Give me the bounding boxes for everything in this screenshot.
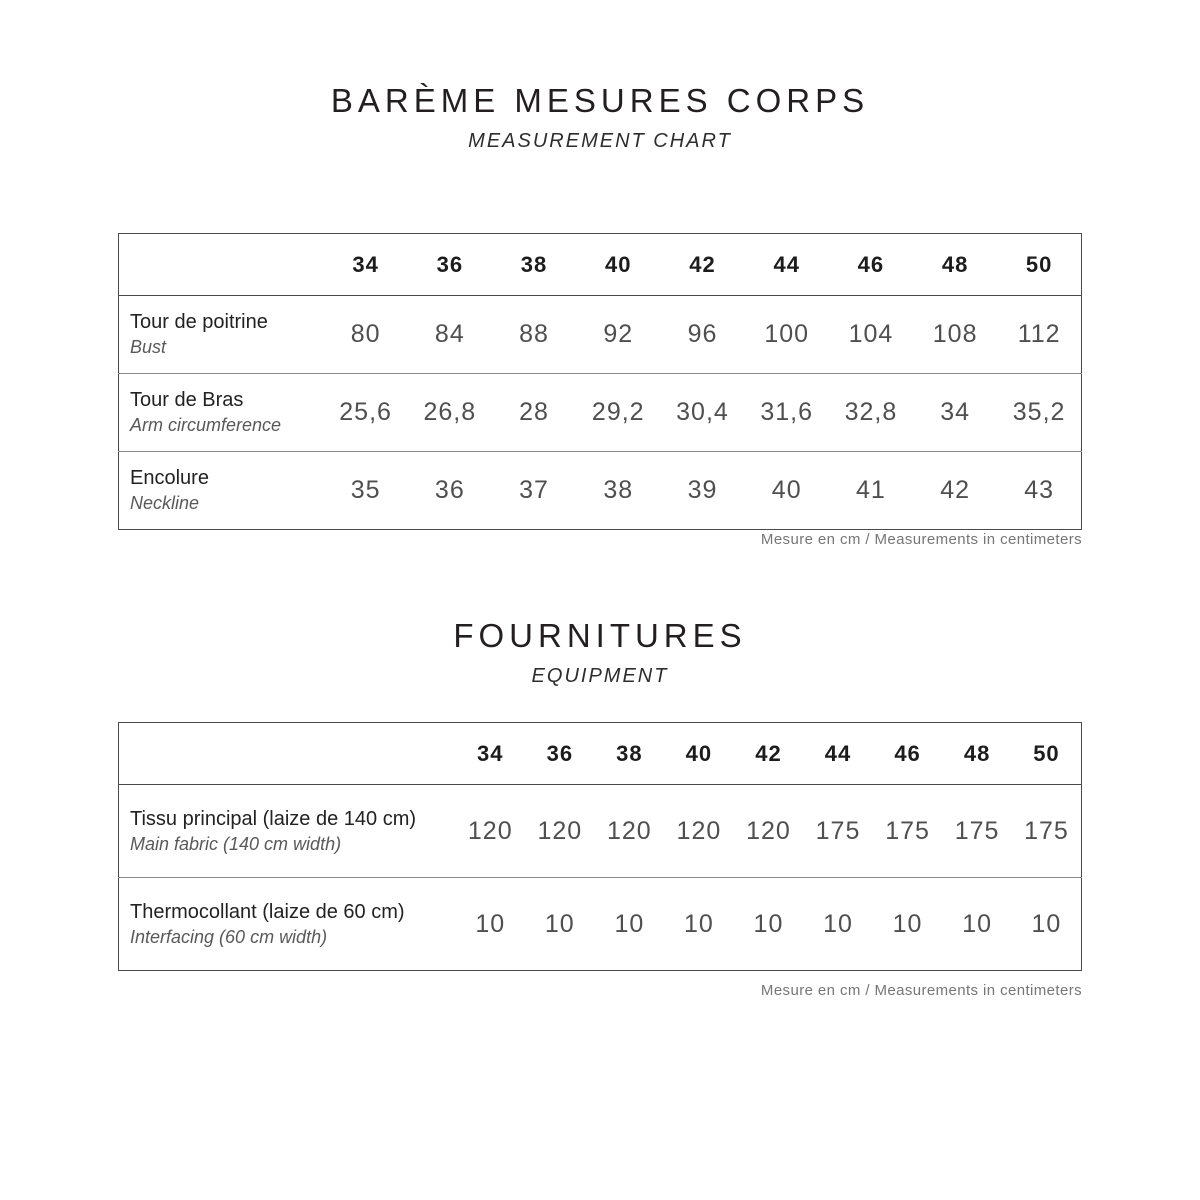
row-label-cell — [119, 374, 324, 452]
size-header: 48 — [942, 723, 1012, 785]
row-label-french: Tour de poitrine — [130, 311, 268, 334]
value-cell: 38 — [603, 476, 634, 504]
value-cell: 10 — [892, 909, 923, 938]
row-label-english: Interfacing (60 cm width) — [130, 926, 328, 947]
value-cell: 32,8 — [844, 398, 898, 426]
size-header: 46 — [829, 234, 913, 296]
size-header: 40 — [664, 723, 734, 785]
size-header: 34 — [456, 723, 526, 785]
size-header: 40 — [576, 234, 660, 296]
row-label-cell — [119, 296, 324, 374]
empty-corner-cell — [119, 723, 456, 785]
measurement-section-header — [0, 82, 1200, 153]
size-header: 36 — [408, 234, 492, 296]
equipment-table — [118, 722, 1082, 971]
row-label-french: Thermocollant (laize de 60 cm) — [130, 900, 405, 923]
value-cell: 41 — [856, 476, 886, 504]
value-cell: 88 — [519, 320, 549, 348]
value-cell: 10 — [614, 909, 645, 938]
value-cell: 120 — [467, 816, 513, 845]
table-row — [119, 878, 1082, 971]
equipment-section-header — [0, 617, 1200, 688]
row-label-cell — [119, 785, 456, 878]
value-cell: 112 — [1017, 320, 1061, 348]
value-cell: 10 — [475, 909, 506, 938]
size-header: 44 — [745, 234, 829, 296]
value-cell: 175 — [815, 816, 861, 845]
size-header: 50 — [997, 234, 1081, 296]
value-cell: 104 — [848, 320, 894, 348]
size-header: 34 — [324, 234, 408, 296]
size-header: 48 — [913, 234, 997, 296]
value-cell: 30,4 — [676, 398, 729, 426]
value-cell: 92 — [603, 320, 634, 348]
value-cell: 175 — [954, 816, 1000, 845]
size-header: 42 — [660, 234, 744, 296]
row-label-english: Main fabric (140 cm width) — [130, 833, 342, 854]
row-label-cell — [119, 452, 324, 530]
size-header: 38 — [492, 234, 576, 296]
equipment-subtitle: EQUIPMENT — [531, 665, 669, 687]
size-header: 50 — [1012, 723, 1082, 785]
value-cell: 34 — [940, 398, 971, 426]
value-cell: 35 — [350, 476, 381, 504]
value-cell: 120 — [607, 816, 652, 845]
row-label-french: Tour de Bras — [130, 389, 244, 412]
value-cell: 25,6 — [339, 398, 392, 426]
value-cell: 120 — [746, 816, 791, 845]
size-header-row — [119, 723, 1082, 785]
value-cell: 43 — [1024, 476, 1055, 504]
value-cell: 10 — [753, 909, 784, 938]
table-row — [119, 374, 1082, 452]
value-cell: 29,2 — [591, 398, 645, 426]
value-cell: 120 — [676, 816, 722, 845]
value-cell: 26,8 — [423, 398, 477, 426]
value-cell: 10 — [962, 909, 992, 938]
value-cell: 84 — [434, 320, 465, 348]
row-label-french: Encolure — [130, 467, 209, 490]
size-header: 38 — [595, 723, 665, 785]
size-header: 36 — [525, 723, 595, 785]
row-label-french: Tissu principal (laize de 140 cm) — [130, 807, 417, 830]
size-header: 46 — [873, 723, 943, 785]
value-cell: 100 — [764, 320, 810, 348]
value-cell: 36 — [434, 476, 465, 504]
value-cell: 10 — [544, 909, 575, 938]
row-label-english: Bust — [130, 337, 167, 358]
value-cell: 40 — [771, 476, 802, 504]
value-cell: 120 — [537, 816, 583, 845]
value-cell: 42 — [940, 476, 971, 504]
value-cell: 10 — [684, 909, 714, 938]
equipment-title: FOURNITURES — [453, 617, 747, 654]
value-cell: 80 — [350, 320, 381, 348]
value-cell: 37 — [519, 476, 549, 504]
value-cell: 175 — [1024, 816, 1069, 845]
row-label-english: Arm circumference — [130, 415, 282, 436]
value-cell: 31,6 — [760, 398, 814, 426]
table-row — [119, 296, 1082, 374]
value-cell: 10 — [1031, 909, 1062, 938]
value-cell: 108 — [932, 320, 978, 348]
measurement-subtitle: MEASUREMENT CHART — [468, 130, 732, 152]
value-cell: 175 — [885, 816, 930, 845]
table-row — [119, 452, 1082, 530]
size-header-row — [119, 234, 1082, 296]
value-cell: 28 — [519, 398, 549, 426]
value-cell: 10 — [823, 909, 853, 938]
value-cell: 96 — [687, 320, 718, 348]
measurement-table — [118, 233, 1082, 530]
measurement-title: BARÈME MESURES CORPS — [330, 82, 870, 119]
table-row — [119, 785, 1082, 878]
measurement-units-note: Mesure en cm / Measurements in centimeters — [760, 531, 1082, 548]
row-label-cell — [119, 878, 456, 971]
empty-corner-cell — [119, 234, 324, 296]
size-header: 42 — [734, 723, 804, 785]
row-label-english: Neckline — [130, 493, 200, 514]
value-cell: 35,2 — [1012, 398, 1066, 426]
size-header: 44 — [803, 723, 873, 785]
equipment-units-note: Mesure en cm / Measurements in centimeters — [760, 982, 1082, 999]
value-cell: 39 — [687, 476, 718, 504]
